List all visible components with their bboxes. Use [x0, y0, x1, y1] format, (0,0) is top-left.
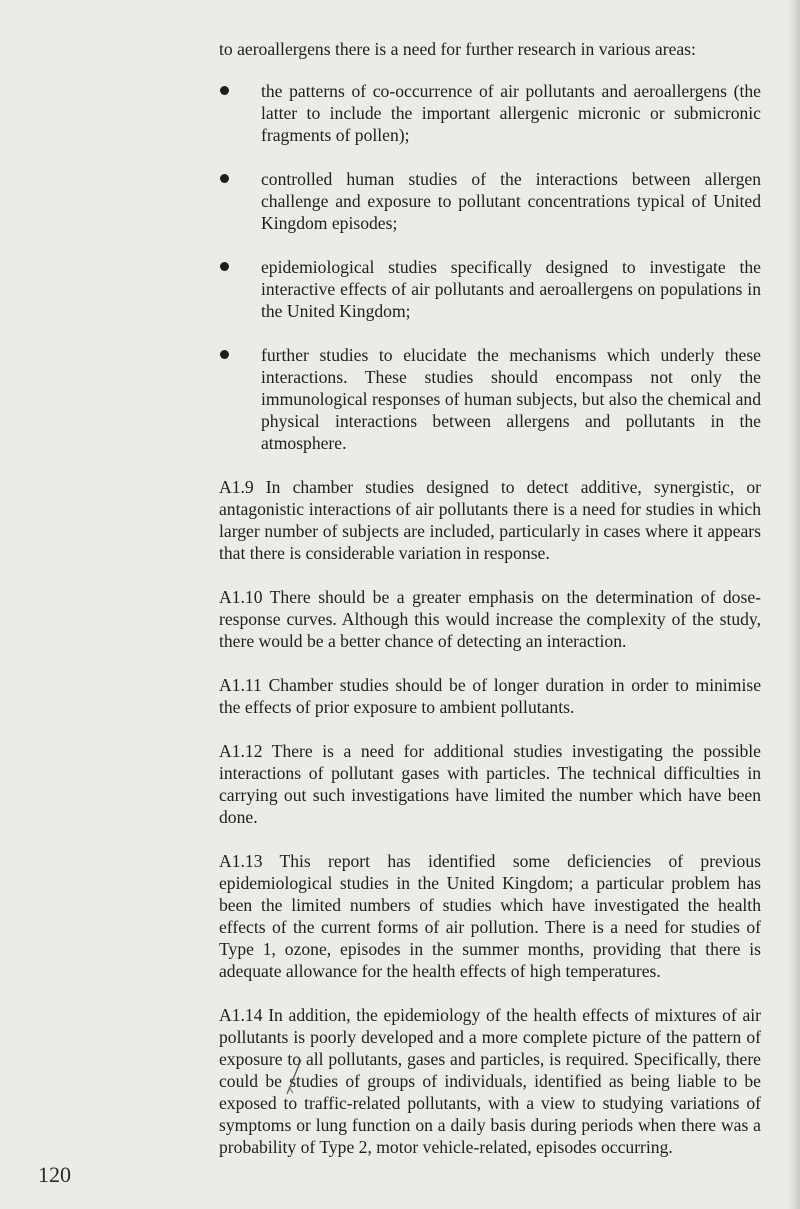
page-body: [219, 38, 761, 1180]
page-number: 120: [38, 1162, 71, 1187]
bullet-icon: [220, 262, 229, 271]
stray-pen-mark-icon: [284, 1057, 306, 1097]
page-edge-shadow: [788, 0, 800, 1209]
intro-text: to aeroallergens there is a need for further research in various areas:: [219, 39, 696, 59]
bullet-icon: [220, 350, 229, 359]
research-areas-list: [219, 80, 761, 454]
bullet-icon: [220, 86, 229, 95]
list-item-text: further studies to elucidate the mechanisms which underly these interactions. These studies should encompass not only the immunological responses of human subjects, but also the chemical and physical interactions between allergens and pollutants in the atmosphere.: [261, 345, 761, 453]
list-item: [219, 344, 761, 454]
paragraph-a1-11: A1.11 Chamber studies should be of longer duration in order to minimise the effects of prior exposure to ambient pollutants.: [219, 675, 761, 717]
paragraph-a1-9: A1.9 In chamber studies designed to detect additive, synergistic, or antagonistic interactions of air pollutants there is a need for studies in which larger number of subjects are included, particularly in cases where it appears that there is considerable variation in response.: [219, 477, 761, 563]
list-item: [219, 168, 761, 234]
paragraph-a1-14: A1.14 In addition, the epidemiology of the health effects of mixtures of air pollutants is poorly developed and a more complete picture of the pattern of exposure to all pollutants, gases and particles, is required. Specifically, there could be studies of groups of individuals, identified as being liable to be exposed to traffic-related pollutants, with a view to studying variations of symptoms or lung function on a daily basis during periods when there was a probability of Type 2, motor vehicle-related, episodes occurring.: [219, 1005, 761, 1157]
paragraph-a1-12: A1.12 There is a need for additional studies investigating the possible interactions of pollutant gases with particles. The technical difficulties in carrying out such investigations have limited the number which have been done.: [219, 741, 761, 827]
list-item-text: the patterns of co-occurrence of air pollutants and aeroallergens (the latter to include the important allergenic micronic or submicronic fragments of pollen);: [261, 81, 761, 145]
list-item: [219, 80, 761, 146]
list-item: [219, 256, 761, 322]
paragraph-a1-13: A1.13 This report has identified some deficiencies of previous epidemiological studies in the United Kingdom; a particular problem has been the limited numbers of studies which have investigated the health effects of the current forms of air pollution. There is a need for studies of Type 1, ozone, episodes in the summer months, providing that there is adequate allowance for the health effects of high temperatures.: [219, 851, 761, 981]
list-item-text: controlled human studies of the interactions between allergen challenge and exposure to pollutant concentrations typical of United Kingdom episodes;: [261, 169, 761, 233]
bullet-icon: [220, 174, 229, 183]
list-item-text: epidemiological studies specifically designed to investigate the interactive effects of air pollutants and aeroallergens on populations in the United Kingdom;: [261, 257, 761, 321]
paragraph-a1-10: A1.10 There should be a greater emphasis on the determination of dose-response curves. Although this would increase the complexity of the study, there would be a better chance of detecting an interaction.: [219, 587, 761, 651]
